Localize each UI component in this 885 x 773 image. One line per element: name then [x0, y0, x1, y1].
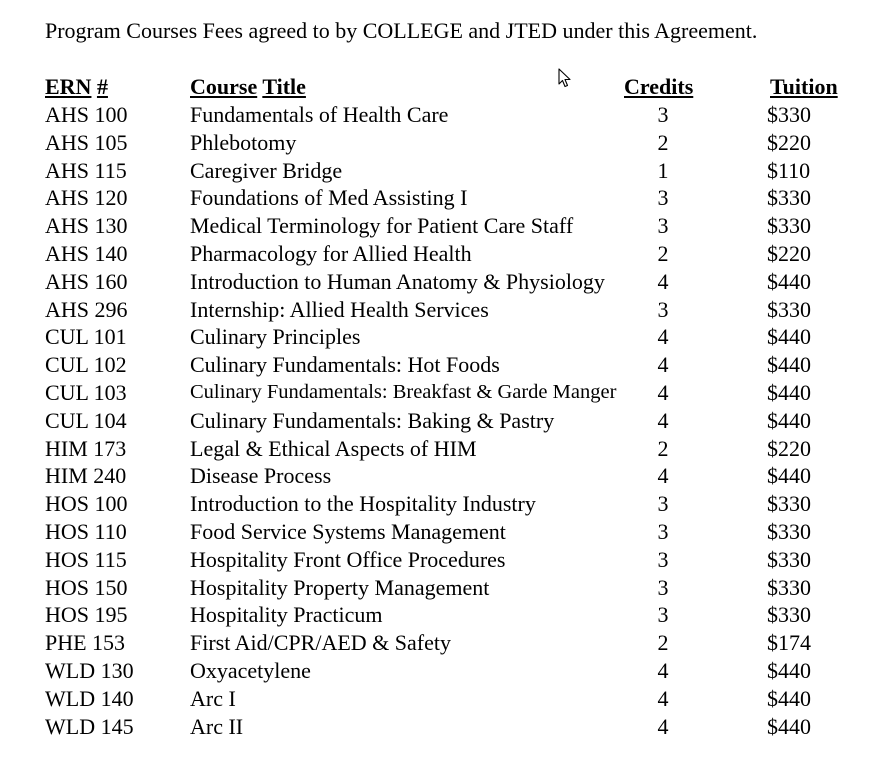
course-credits: 3	[657, 491, 669, 517]
course-tuition: $440	[767, 713, 811, 739]
course-tuition: $440	[767, 657, 811, 683]
course-tuition: $220	[767, 129, 811, 155]
course-title: Hospitality Front Office Procedures	[190, 546, 506, 572]
course-title: Internship: Allied Health Services	[190, 296, 489, 322]
header-ern-label: ERN	[45, 74, 92, 99]
course-title: Foundations of Med Assisting I	[190, 185, 468, 211]
course-tuition: $330	[767, 213, 811, 239]
course-title: Arc II	[190, 713, 244, 739]
table-row	[45, 518, 855, 546]
course-title: Food Service Systems Management	[190, 518, 506, 544]
course-credits: 3	[657, 574, 669, 600]
course-rows	[45, 101, 855, 740]
course-credits: 4	[657, 379, 669, 405]
course-fee-table	[45, 73, 855, 740]
table-row	[45, 657, 855, 685]
course-ern: AHS 296	[45, 296, 128, 322]
table-row	[45, 601, 855, 629]
table-row	[45, 435, 855, 463]
course-title: Phlebotomy	[190, 129, 297, 155]
course-tuition: $330	[767, 102, 811, 127]
header-title-label: Title	[262, 74, 306, 99]
course-credits: 2	[657, 129, 669, 155]
table-row	[45, 546, 855, 574]
course-ern: HIM 240	[45, 463, 127, 489]
course-credits: 3	[657, 546, 669, 572]
course-ern: CUL 103	[45, 379, 127, 405]
course-ern: HOS 100	[45, 491, 128, 517]
course-credits: 4	[657, 463, 669, 489]
course-credits: 3	[657, 213, 669, 239]
course-ern: HIM 173	[45, 435, 127, 461]
table-row	[45, 629, 855, 657]
course-tuition: $330	[767, 185, 811, 211]
course-title: Hospitality Property Management	[190, 574, 490, 600]
course-title: Culinary Fundamentals: Hot Foods	[190, 352, 500, 378]
course-ern: HOS 150	[45, 574, 128, 600]
course-credits: 4	[657, 713, 669, 739]
course-tuition: $330	[767, 574, 811, 600]
course-ern: HOS 110	[45, 518, 127, 544]
course-tuition: $440	[767, 268, 811, 294]
header-ern	[45, 73, 108, 101]
course-credits: 2	[657, 435, 669, 461]
table-row	[45, 184, 855, 212]
course-ern: CUL 102	[45, 352, 127, 378]
course-title: Introduction to Human Anatomy & Physiology	[190, 268, 605, 294]
course-tuition: $440	[767, 379, 811, 405]
table-row	[45, 351, 855, 379]
course-title: Hospitality Practicum	[190, 602, 383, 628]
course-title: Caregiver Bridge	[190, 157, 343, 183]
table-row	[45, 574, 855, 602]
course-ern: CUL 101	[45, 324, 127, 350]
table-row	[45, 268, 855, 296]
table-row	[45, 379, 855, 407]
header-course-label: Course	[190, 74, 258, 99]
table-row	[45, 323, 855, 351]
course-tuition: $330	[767, 546, 811, 572]
table-row	[45, 157, 855, 185]
course-ern: AHS 100	[45, 102, 128, 127]
course-title: Culinary Fundamentals: Breakfast & Garde Manger	[190, 380, 617, 403]
course-credits: 4	[657, 352, 669, 378]
table-row	[45, 212, 855, 240]
course-ern: AHS 130	[45, 213, 128, 239]
course-title: Oxyacetylene	[190, 657, 311, 683]
intro-paragraph: Program Courses Fees agreed to by COLLEGE and JTED under this Agreement.	[45, 18, 758, 43]
course-tuition: $440	[767, 463, 811, 489]
course-credits: 2	[657, 630, 669, 656]
table-row	[45, 240, 855, 268]
table-row	[45, 713, 855, 741]
course-ern: HOS 115	[45, 546, 127, 572]
course-tuition: $440	[767, 324, 811, 350]
course-title: Legal & Ethical Aspects of HIM	[190, 435, 477, 461]
course-title: Introduction to the Hospitality Industry	[190, 491, 536, 517]
table-row	[45, 101, 855, 129]
header-ern-hash: #	[96, 74, 108, 99]
course-ern: AHS 140	[45, 240, 128, 266]
course-credits: 4	[657, 685, 669, 711]
course-tuition: $440	[767, 407, 811, 433]
course-ern: PHE 153	[45, 630, 126, 656]
course-tuition: $110	[767, 157, 811, 183]
header-tuition: Tuition	[770, 74, 838, 99]
course-ern: AHS 160	[45, 268, 128, 294]
course-ern: WLD 145	[45, 713, 134, 739]
course-credits: 4	[657, 657, 669, 683]
course-credits: 4	[657, 324, 669, 350]
course-ern: WLD 140	[45, 685, 134, 711]
header-credits: Credits	[624, 74, 694, 99]
course-credits: 3	[657, 102, 669, 127]
course-credits: 2	[657, 240, 669, 266]
table-header-row	[45, 73, 855, 101]
course-tuition: $330	[767, 518, 811, 544]
course-ern: HOS 195	[45, 602, 128, 628]
course-ern: AHS 105	[45, 129, 128, 155]
course-credits: 3	[657, 518, 669, 544]
course-tuition: $330	[767, 602, 811, 628]
course-title: Pharmacology for Allied Health	[190, 240, 472, 266]
course-title: First Aid/CPR/AED & Safety	[190, 630, 451, 656]
course-ern: CUL 104	[45, 407, 127, 433]
table-row	[45, 407, 855, 435]
course-ern: WLD 130	[45, 657, 134, 683]
course-title: Fundamentals of Health Care	[190, 102, 449, 127]
mouse-pointer-icon	[558, 68, 572, 88]
course-tuition: $220	[767, 435, 811, 461]
course-ern: AHS 120	[45, 185, 128, 211]
course-tuition: $174	[767, 630, 811, 656]
course-credits: 3	[657, 602, 669, 628]
table-row	[45, 490, 855, 518]
course-title: Arc I	[190, 685, 236, 711]
course-credits: 3	[657, 185, 669, 211]
course-credits: 3	[657, 296, 669, 322]
course-title: Culinary Principles	[190, 324, 361, 350]
course-credits: 4	[657, 407, 669, 433]
table-row	[45, 685, 855, 713]
course-ern: AHS 115	[45, 157, 127, 183]
course-title: Medical Terminology for Patient Care Staff	[190, 213, 574, 239]
course-title: Culinary Fundamentals: Baking & Pastry	[190, 407, 555, 433]
table-row	[45, 462, 855, 490]
table-row	[45, 129, 855, 157]
course-credits: 4	[657, 268, 669, 294]
course-tuition: $440	[767, 685, 811, 711]
course-credits: 1	[657, 157, 669, 183]
table-row	[45, 296, 855, 324]
course-tuition: $220	[767, 240, 811, 266]
course-tuition: $440	[767, 352, 811, 378]
header-course-title	[190, 73, 306, 101]
course-title: Disease Process	[190, 463, 332, 489]
course-tuition: $330	[767, 296, 811, 322]
course-tuition: $330	[767, 491, 811, 517]
